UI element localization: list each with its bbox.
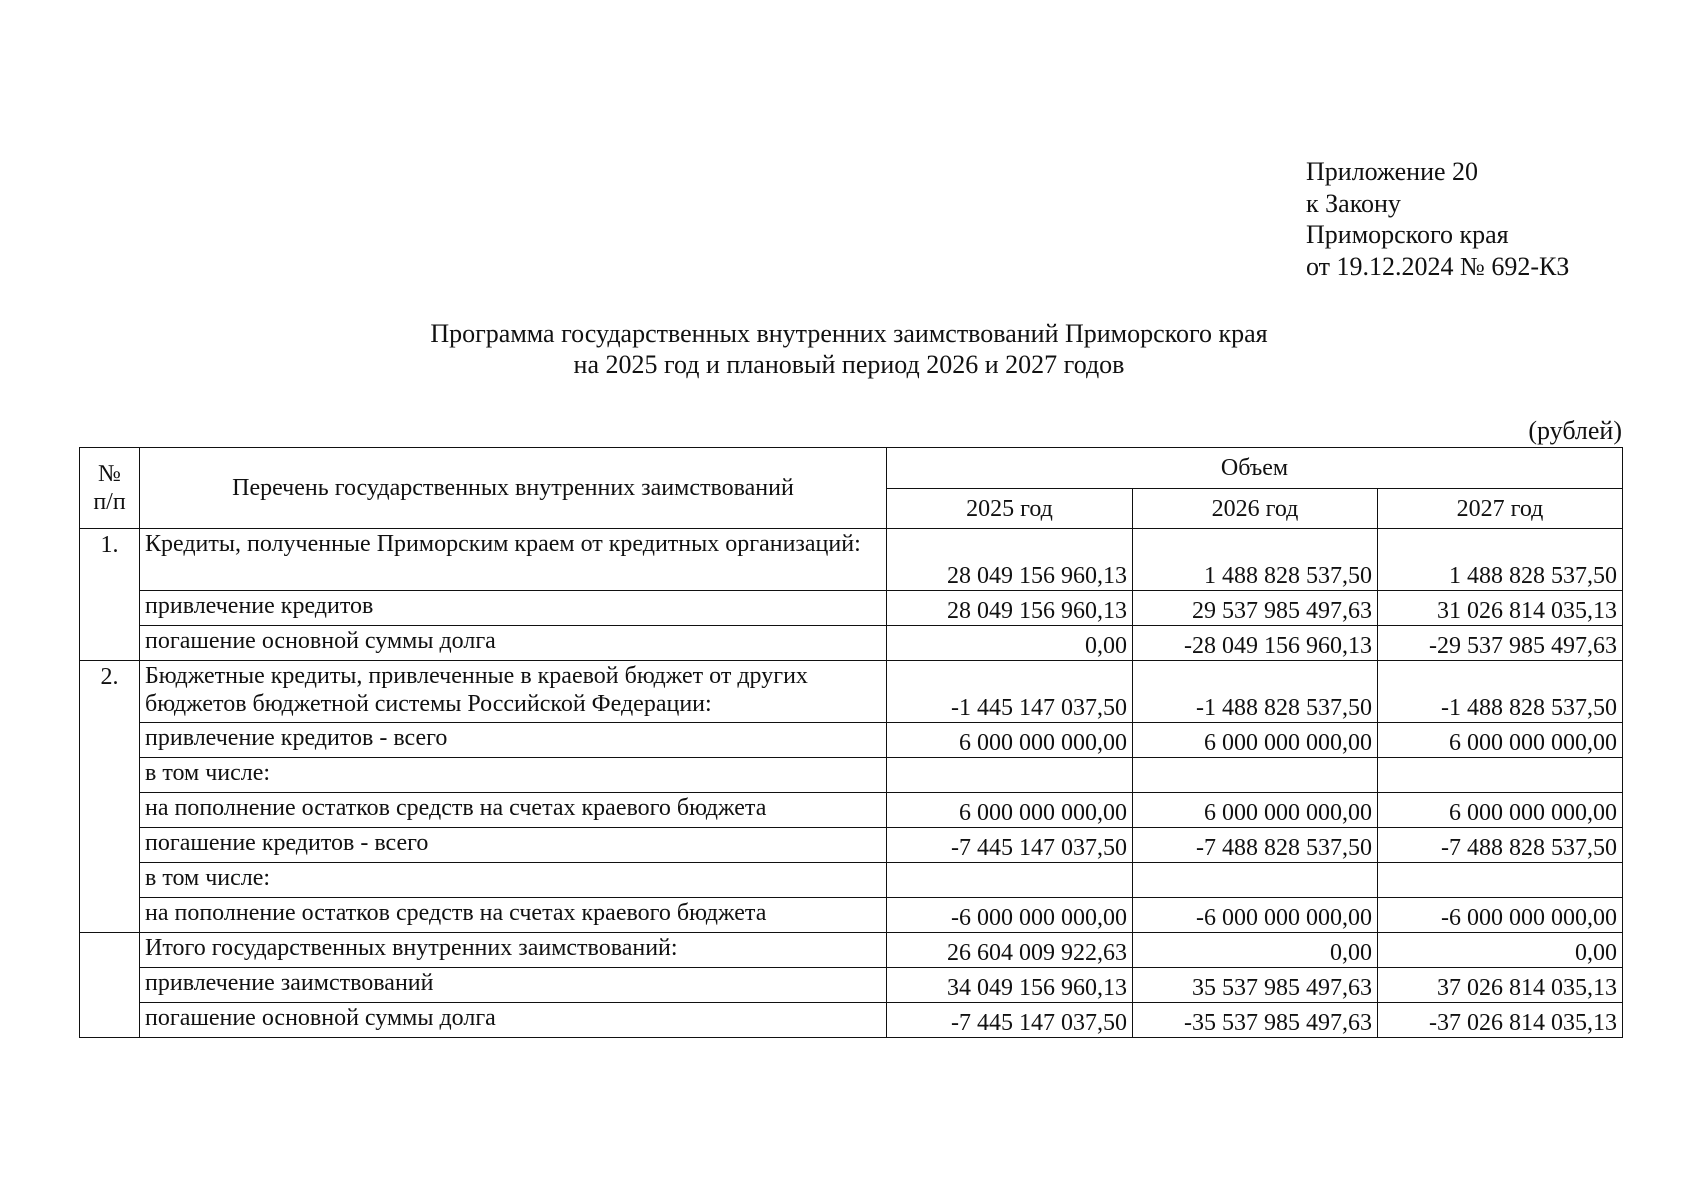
row-value: 35 537 985 497,63 (1133, 968, 1378, 1003)
document-title-line: на 2025 год и плановый период 2026 и 2027 годов (573, 350, 1125, 379)
row-value: -29 537 985 497,63 (1378, 626, 1623, 661)
table-row (80, 1003, 1623, 1038)
header-number-line: № (98, 461, 121, 487)
row-value: 26 604 009 922,63 (887, 933, 1133, 968)
row-name: Итого государственных внутренних заимствований: (140, 933, 887, 968)
header-year: 2027 год (1378, 489, 1623, 529)
table-row (80, 828, 1623, 863)
table-row (80, 933, 1623, 968)
row-value: 1 488 828 537,50 (1378, 529, 1623, 591)
table-row (80, 793, 1623, 828)
row-value (1378, 758, 1623, 793)
row-value: -6 000 000 000,00 (1378, 898, 1623, 933)
row-name: Бюджетные кредиты, привлеченные в краевой бюджет от других бюджетов бюджетной системы Российской Федерации: (140, 661, 887, 723)
row-value: -1 488 828 537,50 (1133, 661, 1378, 723)
document-title (0, 318, 1698, 380)
row-value: 29 537 985 497,63 (1133, 591, 1378, 626)
appendix-block (1306, 156, 1569, 282)
table-row (80, 626, 1623, 661)
row-value: -28 049 156 960,13 (1133, 626, 1378, 661)
row-value: -37 026 814 035,13 (1378, 1003, 1623, 1038)
header-year: 2025 год (887, 489, 1133, 529)
table-row (80, 529, 1623, 591)
row-name: в том числе: (140, 758, 887, 793)
table-row (80, 968, 1623, 1003)
row-value: 37 026 814 035,13 (1378, 968, 1623, 1003)
row-number (80, 933, 140, 1038)
row-name: привлечение заимствований (140, 968, 887, 1003)
header-name: Перечень государственных внутренних заимствований (140, 448, 887, 529)
row-number: 2. (80, 661, 140, 933)
appendix-line: к Закону (1306, 188, 1401, 218)
table-row (80, 723, 1623, 758)
header-number-line: п/п (93, 489, 126, 515)
row-value: 34 049 156 960,13 (887, 968, 1133, 1003)
row-value: 28 049 156 960,13 (887, 591, 1133, 626)
row-name: погашение основной суммы долга (140, 1003, 887, 1038)
row-value: -7 488 828 537,50 (1378, 828, 1623, 863)
row-name: привлечение кредитов - всего (140, 723, 887, 758)
row-name: погашение кредитов - всего (140, 828, 887, 863)
row-value: 6 000 000 000,00 (1378, 723, 1623, 758)
row-value: 6 000 000 000,00 (1133, 723, 1378, 758)
row-value (1133, 863, 1378, 898)
row-value: -6 000 000 000,00 (887, 898, 1133, 933)
table-row (80, 758, 1623, 793)
table-row (80, 591, 1623, 626)
header-year: 2026 год (1133, 489, 1378, 529)
table-row (80, 661, 1623, 723)
row-name: Кредиты, полученные Приморским краем от кредитных организаций: (140, 529, 887, 591)
row-value (1378, 863, 1623, 898)
row-value: 28 049 156 960,13 (887, 529, 1133, 591)
row-value: -7 445 147 037,50 (887, 828, 1133, 863)
row-value: -1 488 828 537,50 (1378, 661, 1623, 723)
row-number: 1. (80, 529, 140, 661)
units-label: (рублей) (1528, 416, 1622, 445)
row-name: на пополнение остатков средств на счетах краевого бюджета (140, 793, 887, 828)
appendix-line: от 19.12.2024 № 692-КЗ (1306, 251, 1570, 281)
row-value (887, 758, 1133, 793)
row-value: 1 488 828 537,50 (1133, 529, 1378, 591)
row-value: -35 537 985 497,63 (1133, 1003, 1378, 1038)
row-value: -6 000 000 000,00 (1133, 898, 1378, 933)
header-number (80, 448, 140, 529)
row-value: 6 000 000 000,00 (887, 723, 1133, 758)
row-name: в том числе: (140, 863, 887, 898)
row-value: -1 445 147 037,50 (887, 661, 1133, 723)
row-value: 31 026 814 035,13 (1378, 591, 1623, 626)
row-value (1133, 758, 1378, 793)
table-header-row (80, 448, 1623, 489)
row-name: привлечение кредитов (140, 591, 887, 626)
borrowings-table (79, 447, 1623, 1038)
row-value: 6 000 000 000,00 (1378, 793, 1623, 828)
row-value: 6 000 000 000,00 (1133, 793, 1378, 828)
row-value: 6 000 000 000,00 (887, 793, 1133, 828)
table-row (80, 863, 1623, 898)
row-value: -7 445 147 037,50 (887, 1003, 1133, 1038)
row-name: на пополнение остатков средств на счетах краевого бюджета (140, 898, 887, 933)
row-name: погашение основной суммы долга (140, 626, 887, 661)
header-volume: Объем (887, 448, 1623, 489)
row-value: 0,00 (1133, 933, 1378, 968)
appendix-line: Приморского края (1306, 220, 1509, 249)
document-title-line: Программа государственных внутренних заимствований Приморского края (430, 319, 1268, 348)
row-value: 0,00 (887, 626, 1133, 661)
row-value: -7 488 828 537,50 (1133, 828, 1378, 863)
row-value (887, 863, 1133, 898)
row-value: 0,00 (1378, 933, 1623, 968)
appendix-line: Приложение 20 (1306, 157, 1479, 186)
table-row (80, 898, 1623, 933)
